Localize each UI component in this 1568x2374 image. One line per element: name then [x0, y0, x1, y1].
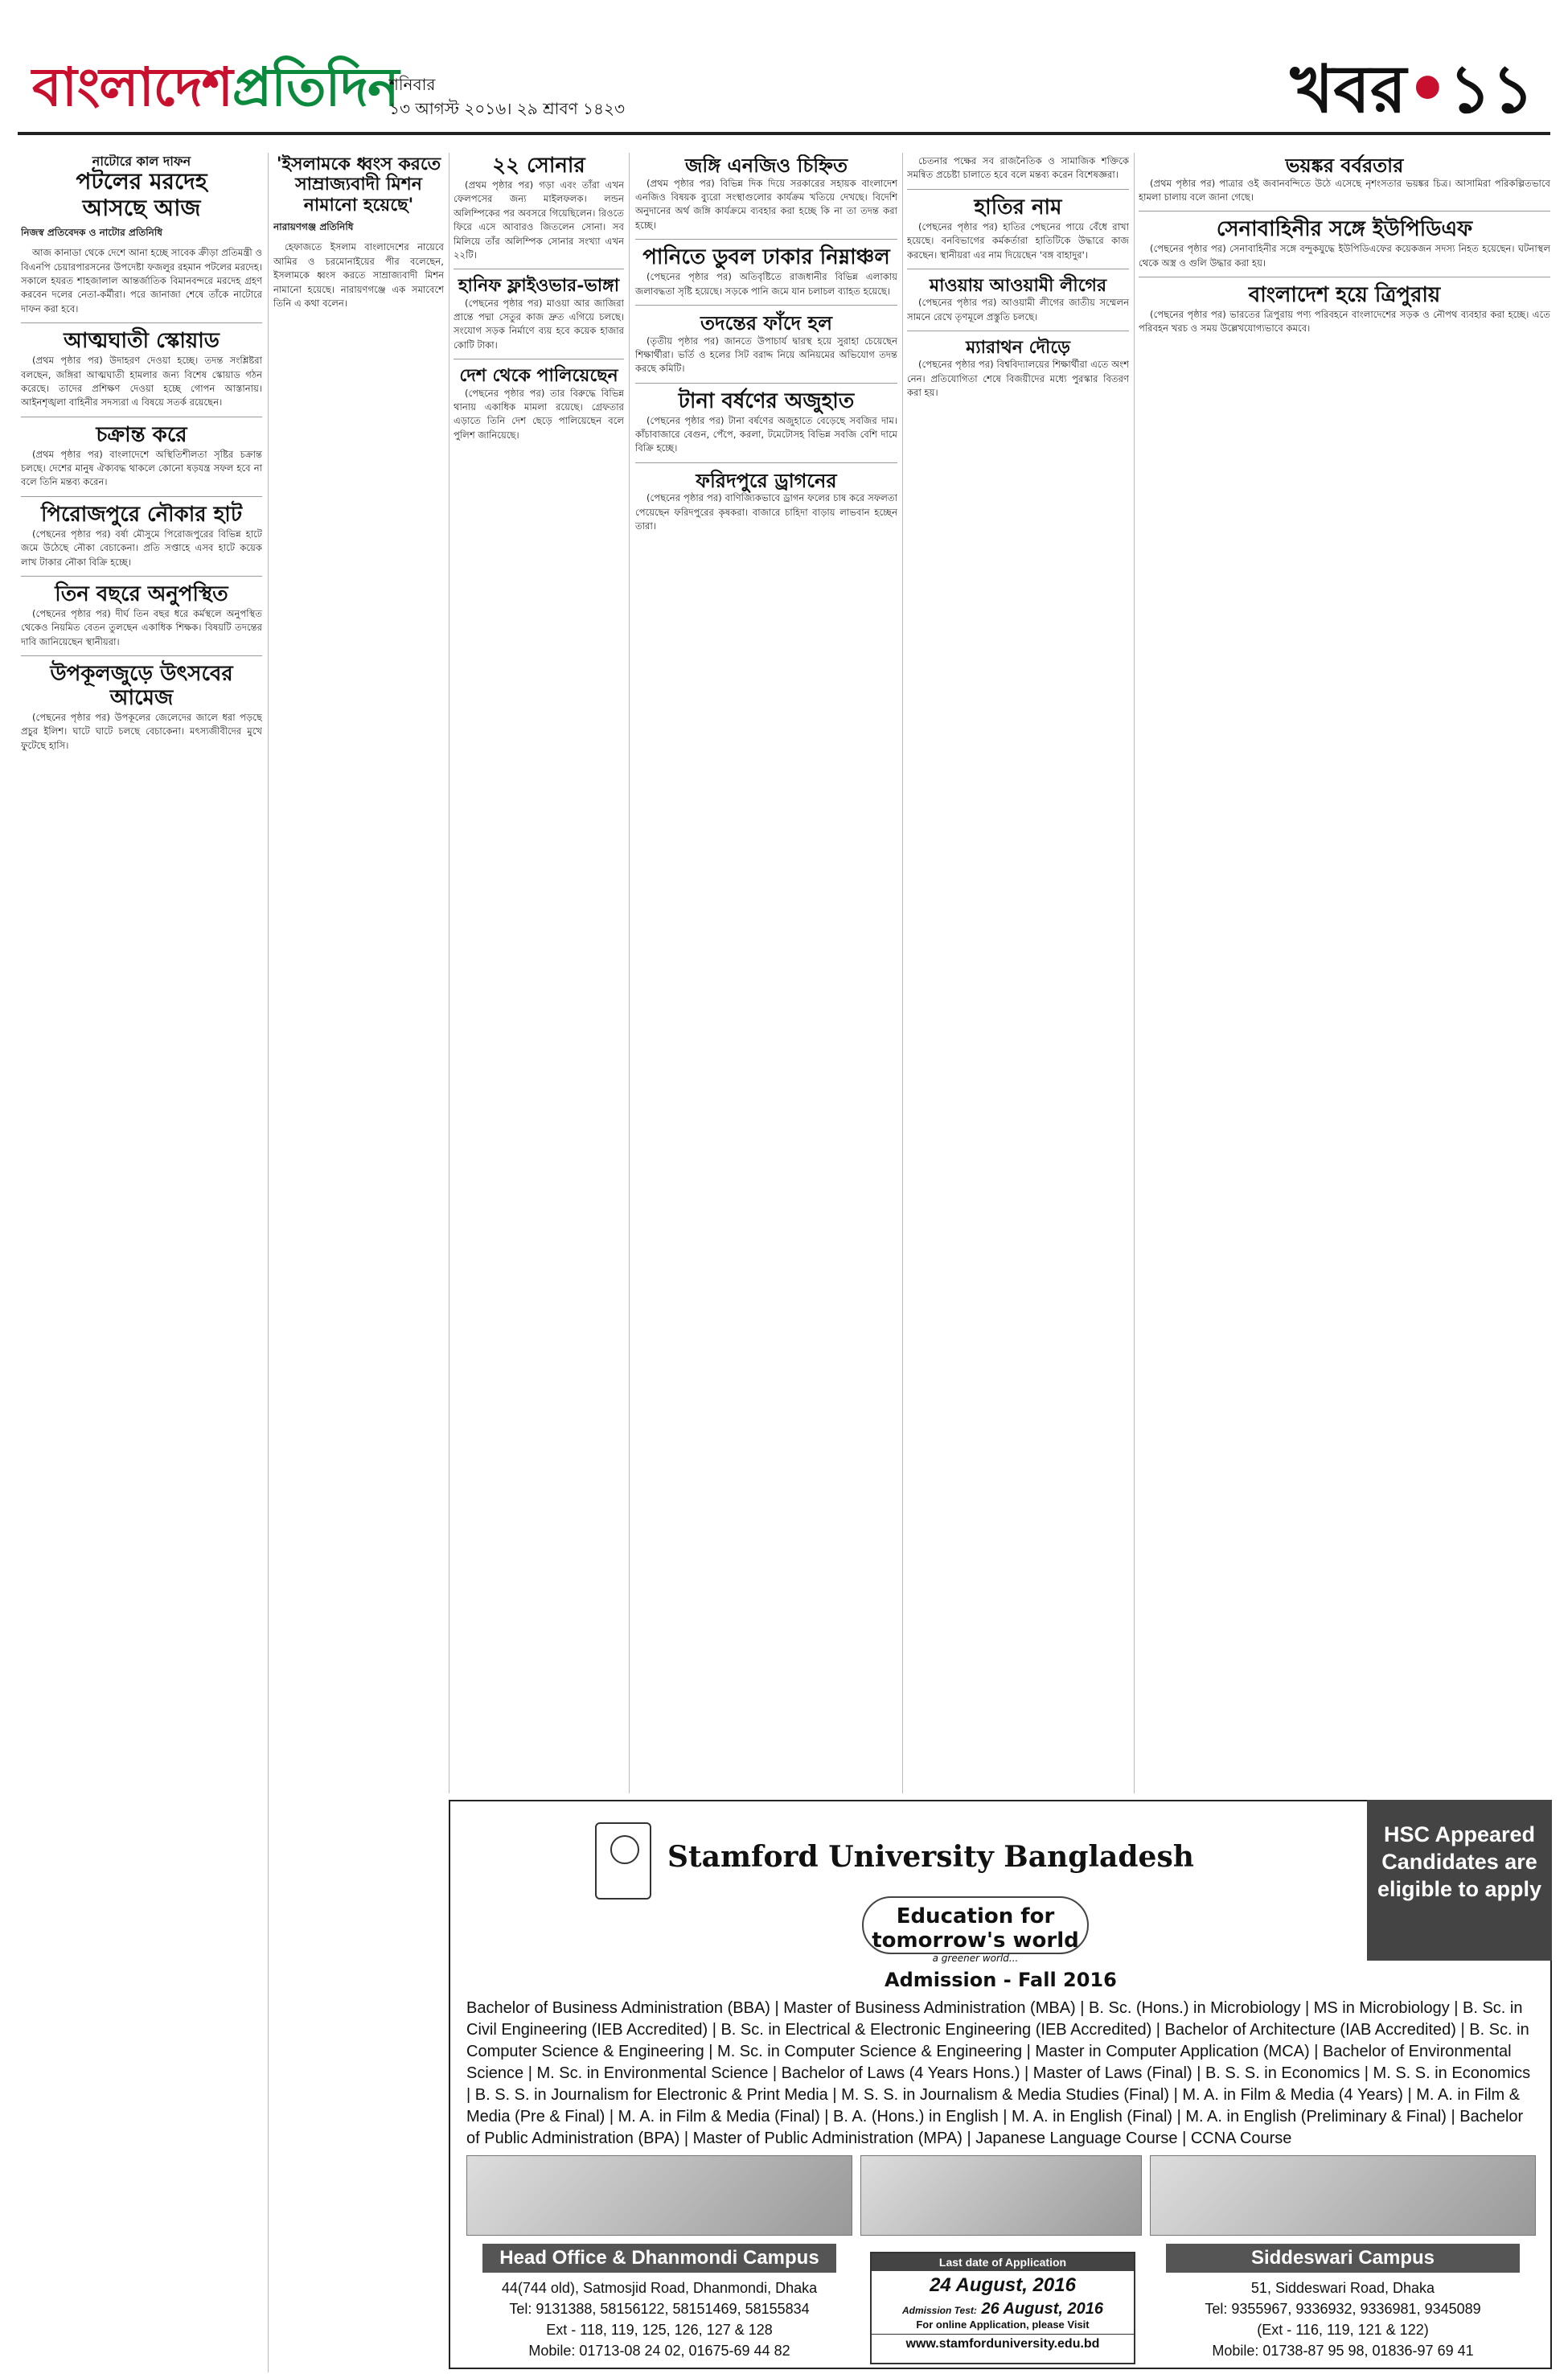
deadline-date: 24 August, 2016	[930, 2274, 1076, 2296]
article-body: (পেছনের পৃষ্ঠার পর) অতিবৃষ্টিতে রাজধানীর বিভিন্ন এলাকায় জলাবদ্ধতা সৃষ্টি হয়েছে। সড়কে পানি জমে যান চলাচল ব্যাহত হয়েছে।	[635, 271, 897, 297]
logo-part2: প্রতিদিন	[232, 56, 399, 118]
issue-date: ১৩ আগস্ট ২০১৬। ২৯ শ্রাবণ ১৪২৩	[389, 99, 626, 118]
seal-icon	[610, 1835, 639, 1864]
column-divider	[268, 153, 269, 2372]
headline[interactable]: সাম্রাজ্যবাদী মিশন	[295, 174, 422, 195]
stamford-advertisement[interactable]	[449, 1800, 1552, 2369]
divider	[635, 462, 897, 463]
address-line: 44(744 old), Satmosjid Road, Dhanmondi, Dhaka	[501, 2280, 818, 2296]
campus-address	[482, 2277, 836, 2361]
address-line: 51, Siddeswari Road, Dhaka	[1250, 2280, 1435, 2296]
phone-line: Tel: 9355967, 9336932, 9336981, 9345089	[1205, 2301, 1481, 2317]
article-body: (প্রথম পৃষ্ঠার পর) গড়া এবং তাঁরা এখন ফেলপসের জন্য মাইলফলক। লন্ডন অলিম্পিকের পর অবসরে গিয়েছিলেন। রিওতে ফিরে এসে আবারও জিতলেন সোনা। সব মিলিয়ে তাঁর অলিম্পিক সোনার সংখ্যা এখন ২২টি।	[454, 179, 624, 261]
divider	[1139, 211, 1550, 212]
article-body: (পেছনের পৃষ্ঠার পর) উপকূলের জেলেদের জালে ধরা পড়ছে প্রচুর ইলিশ। ঘাটে ঘাটে চলছে বেচাকেনা। মৎস্যজীবীদের মুখে ফুটেছে হাসি।	[21, 711, 262, 751]
headline[interactable]: বাংলাদেশ হয়ে ত্রিপুরায়	[1248, 283, 1441, 308]
article-body: (পেছনের পৃষ্ঠার পর) তার বিরুদ্ধে বিভিন্ন থানায় একাধিক মামলা রয়েছে। গ্রেফতার এড়াতে তিনি দেশ ছেড়ে পালিয়েছেন বলে পুলিশ জানিয়েছে।	[454, 387, 624, 441]
headline[interactable]: পিরোজপুরে নৌকার হাট	[40, 502, 243, 527]
kicker: নাটোরে কাল দাফন	[92, 154, 191, 169]
column-5	[907, 154, 1129, 1787]
column-2	[273, 154, 444, 717]
column-divider	[629, 153, 630, 1793]
headline[interactable]: ফরিদপুরে ড্রাগনের	[696, 468, 837, 492]
weekday: শনিবার	[389, 75, 436, 94]
mobile-line: Mobile: 01738-87 95 98, 01836-97 69 41	[1212, 2343, 1474, 2359]
column-divider	[902, 153, 903, 1793]
column-3	[454, 154, 624, 1787]
university-crest-icon	[595, 1822, 651, 1900]
byline: নিজস্ব প্রতিবেদক ও নাটোর প্রতিনিধি	[21, 226, 163, 238]
article-body: (প্রথম পৃষ্ঠার পর) বিভিন্ন দিক দিয়ে সরকারের সহায়ক বাংলাদেশ এনজিও বিষয়ক ব্যুরো সংস্থাগুলোর কার্যক্রম খতিয়ে দেখছে। বিদেশি অনুদানের অর্থ জঙ্গি কার্যক্রমে ব্যবহার করা হচ্ছে কি না তা তদন্ত করা হচ্ছে।	[635, 177, 897, 231]
article-body: হেফাজতে ইসলাম বাংলাদেশের নায়েবে আমির ও চরমোনাইয়ের পীর বলেছেন, ইসলামকে ধ্বংস করতে সাম্রাজ্যবাদী মিশন নামানো হয়েছে। নারায়ণগঞ্জে এক সমাবেশে তিনি এ কথা বলেন।	[273, 241, 444, 309]
headline[interactable]: ভয়ঙ্কর বর্বরতার	[1285, 154, 1404, 177]
article-body: (পেছনের পৃষ্ঠার পর) বাণিজ্যিকভাবে ড্রাগন ফলের চাষ করে সফলতা পেয়েছেন ফরিদপুরের কৃষকরা। বাজারে চাহিদা বাড়ায় লাভবান হচ্ছেন তারা।	[635, 492, 897, 532]
headline[interactable]: ২২ সোনার	[492, 154, 585, 178]
program-list: Bachelor of Business Administration (BBA) | Master of Business Administration (MBA) | B. Sc. (Hons.) in Microbiology | MS in Microbiology | B. Sc. in Civil Engineering (IEB Accredited) | B. Sc. in Electrical & Electronic Engineering (IEB Accredited) | Bachelor of Architecture (IAB Accredited) | B. Sc. in Computer Science & Engineering | M. Sc. in Computer Science & Engineering | Master in Computer Application (MCA) | Bachelor of Environmental Science | M. Sc. in Environmental Science | Bachelor of Laws (4 Years Hons.) | Master of Laws (Final) | B. S. S. in Economics | M. S. S. in Economics | B. S. S. in Journalism for Electronic & Print Media | M. S. S. in Journalism & Media Studies (Final) | M. A. in Film & Media (4 Years) | M. A. in Film & Media (Pre & Final) | M. A. in Film & Media (Final) | B. A. (Hons.) in English | M. A. in English (Final) | M. A. in English (Preliminary & Final) | Bachelor of Public Administration (BPA) | Master of Public Administration (MPA) | Japanese Language Course | CCNA Course	[466, 1999, 1531, 2147]
headline[interactable]: আসছে আজ	[82, 194, 201, 221]
deadline-label: Last date of Application	[872, 2253, 1134, 2271]
article-body: চেতনার পক্ষের সব রাজনৈতিক ও সামাজিক শক্তিকে সমন্বিত প্রচেষ্টা চালাতে হবে বলে মন্তব্য করেন বিশেষজ্ঞরা।	[907, 155, 1129, 181]
column-6	[1139, 154, 1550, 1787]
headline[interactable]: ম্যারাথন দৌড়ে	[966, 337, 1070, 359]
masthead	[18, 14, 1550, 135]
divider	[635, 383, 897, 384]
divider	[21, 322, 262, 323]
page-number: ১১	[1448, 51, 1534, 128]
byline: নারায়ণগঞ্জ প্রতিনিধি	[273, 220, 354, 232]
headline[interactable]: তদন্তের ফাঁদে হল	[700, 310, 832, 335]
headline[interactable]: তিন বছরে অনুপস্থিত	[55, 581, 228, 606]
date-box	[389, 72, 625, 121]
article-body: (পেছনের পৃষ্ঠার পর) বিশ্ববিদ্যালয়ের শিক্ষার্থীরা এতে অংশ নেন। প্রতিযোগিতা শেষে বিজয়ীদের মধ্যে পুরস্কার বিতরণ করা হয়।	[907, 359, 1129, 399]
divider	[635, 239, 897, 240]
newspaper-logo[interactable]	[32, 47, 398, 135]
headline[interactable]: আত্মঘাতী স্কোয়াড	[64, 329, 220, 354]
article-body: (পেছনের পৃষ্ঠার পর) টানা বর্ষণের অজুহাতে বেড়েছে সবজির দাম। কাঁচাবাজারে বেগুন, পেঁপে, করলা, টমেটোসহ বিভিন্ন সবজি বেশি দামে বিক্রি হচ্ছে।	[635, 414, 897, 454]
ext-line: Ext - 118, 119, 125, 126, 127 & 128	[546, 2322, 773, 2338]
article-body: (পেছনের পৃষ্ঠার পর) সেনাবাহিনীর সঙ্গে বন্দুকযুদ্ধে ইউপিডিএফের কয়েকজন সদস্য নিহত হয়েছেন। ঘটনাস্থল থেকে অস্ত্র ও গুলি উদ্ধার করা হয়।	[1139, 243, 1550, 269]
divider	[907, 189, 1129, 190]
headline[interactable]: জঙ্গি এনজিও চিহ্নিত	[684, 154, 848, 177]
deadline-box	[870, 2252, 1135, 2364]
headline[interactable]: উপকূলজুড়ে উৎসবের আমেজ	[50, 662, 233, 710]
campus-title: Head Office & Dhanmondi Campus	[482, 2244, 836, 2273]
headline[interactable]: চক্রান্ত করে	[96, 422, 187, 447]
university-name: Stamford University Bangladesh	[667, 1840, 1194, 1874]
divider	[21, 655, 262, 656]
column-1	[21, 154, 262, 2366]
article-body: (পেছনের পৃষ্ঠার পর) আওয়ামী লীগের জাতীয় সম্মেলন সামনে রেখে তৃণমূলে প্রস্তুতি চলছে।	[907, 297, 1129, 322]
article-body: (প্রথম পৃষ্ঠার পর) বাংলাদেশে অস্থিতিশীলতা সৃষ্টির চক্রান্ত চলছে। দেশের মানুষ ঐক্যবদ্ধ থাকলে কোনো ষড়যন্ত্র সফল হবে না বলে তিনি মন্তব্য করেন।	[21, 448, 262, 488]
article-body: (পেছনের পৃষ্ঠার পর) মাওয়া আর জাজিরা প্রান্তে পদ্মা সেতুর কাজ দ্রুত এগিয়ে চলছে। সংযোগ সড়ক নির্মাণে ব্যয় হবে কয়েক হাজার কোটি টাকা।	[454, 297, 624, 351]
headline[interactable]: টানা বর্ষণের অজুহাত	[678, 388, 855, 413]
campus-photo	[860, 2155, 1142, 2236]
test-date-line	[872, 2300, 1134, 2319]
article-body: আজ কানাডা থেকে দেশে আনা হচ্ছে সাবেক ক্রীড়া প্রতিমন্ত্রী ও বিএনপি চেয়ারপারসনের উপদেষ্টা ফজলুর রহমান পটলের মরদেহ। সকালে হযরত শাহজালাল আন্তর্জাতিক বিমানবন্দরে মরদেহ গ্রহণ করবেন দলের নেতা-কর্মীরা। পরে জানাজা শেষে তাঁকে নাটোরে দাফন করা হবে।	[21, 247, 262, 314]
article-body: (প্রথম পৃষ্ঠার পর) পাত্রার ওই জবানবন্দিতে উঠে এসেছে নৃশংসতার ভয়ঙ্কর চিত্র। আসামিরা পরিকল্পিতভাবে হামলা চালায় বলে জানা গেছে।	[1139, 177, 1550, 203]
logo-part1: বাংলাদেশ	[32, 56, 232, 118]
article-body: (পেছনের পৃষ্ঠার পর) হাতির পেছনের পায়ে বেঁধে রাখা হয়েছে। বনবিভাগের কর্মকর্তারা হাতিটিকে উদ্ধারে কাজ করছেন। স্থানীয়রা এর নাম দিয়েছেন 'বঙ্গ বাহাদুর'।	[907, 220, 1129, 261]
headline[interactable]: 'ইসলামকে ধ্বংস করতে	[276, 154, 441, 175]
column-4	[635, 154, 897, 1787]
online-label: For online Application, please Visit	[916, 2319, 1090, 2331]
campus-photo	[1150, 2155, 1536, 2236]
headline[interactable]: দেশ থেকে পালিয়েছেন	[459, 365, 618, 387]
mobile-line: Mobile: 01713-08 24 02, 01675-69 44 82	[528, 2343, 790, 2359]
column-divider	[1134, 153, 1135, 1793]
slogan-box	[862, 1896, 1089, 1964]
headline[interactable]: পটলের মরদেহ	[76, 168, 207, 195]
website-link[interactable]: www.stamforduniversity.edu.bd	[872, 2334, 1134, 2351]
divider	[21, 576, 262, 577]
section-title	[1291, 39, 1534, 149]
article-body: (পেছনের পৃষ্ঠার পর) বর্ষা মৌসুমে পিরোজপুরের বিভিন্ন হাটে জমে উঠেছে নৌকা বেচাকেনা। প্রতি সপ্তাহে এসব হাটে কয়েক লাখ টাকার নৌকা বিক্রি হচ্ছে।	[21, 528, 262, 568]
test-date: 26 August, 2016	[981, 2300, 1103, 2318]
ext-line: (Ext - 116, 119, 121 & 122)	[1257, 2322, 1429, 2338]
headline[interactable]: হাতির নাম	[974, 195, 1062, 220]
article-body: (পেছনের পৃষ্ঠার পর) দীর্ঘ তিন বছর ধরে কর্মস্থলে অনুপস্থিত থেকেও নিয়মিত বেতন তুলছেন একাধিক শিক্ষক। বিষয়টি তদন্তের দাবি জানিয়েছেন স্থানীয়রা।	[21, 607, 262, 647]
campus-photo	[466, 2155, 852, 2236]
section-name: খবর	[1290, 51, 1407, 128]
admission-title: Admission - Fall 2016	[885, 1969, 1117, 1991]
headline[interactable]: পানিতে ডুবল ঢাকার নিম্নাঞ্চল	[642, 245, 890, 270]
eligibility-badge: HSC Appeared Candidates are eligible to apply	[1367, 1800, 1552, 1961]
article-body: (তৃতীয় পৃষ্ঠার পর) জানতে উপাচার্য দ্বারস্থ হয়ে সুরাহা চেয়েছেন শিক্ষার্থীরা। ভর্তি ও হলের সিট বরাদ্দ নিয়ে অনিয়মের অভিযোগ তদন্ত করছে কমিটি।	[635, 335, 897, 375]
headline[interactable]: হানিফ ফ্লাইওভার-ভাঙ্গা	[458, 275, 620, 297]
campus-address	[1166, 2277, 1520, 2361]
headline[interactable]: সেনাবাহিনীর সঙ্গে ইউপিডিএফ	[1216, 217, 1473, 242]
campus-title: Siddeswari Campus	[1166, 2244, 1520, 2273]
article-body: (প্রথম পৃষ্ঠার পর) উদাহরণ দেওয়া হচ্ছে। তদন্ত সংশ্লিষ্টরা বলছেন, জঙ্গিরা আত্মঘাতী হামলার জন্য বিশেষ স্কোয়াড গঠন করেছে। তাদের প্রশিক্ষণ দেওয়া হচ্ছে গোপন আস্তানায়। আইনশৃঙ্খলা বাহিনীর সদস্যরা এ বিষয়ে সতর্ক রয়েছেন।	[21, 355, 262, 409]
divider	[21, 496, 262, 497]
article-body: (পেছনের পৃষ্ঠার পর) ভারতের ত্রিপুরায় পণ্য পরিবহনে বাংলাদেশের সড়ক ও নৌপথ ব্যবহার করা হচ্ছে। এতে পরিবহন খরচ ও সময় উল্লেখযোগ্যভাবে কমবে।	[1139, 309, 1550, 335]
headline[interactable]: মাওয়ায় আওয়ামী লীগের	[929, 274, 1107, 296]
slogan-sub: a greener world...	[932, 1953, 1019, 1964]
slogan: Education for tomorrow's world	[872, 1904, 1079, 1953]
bullet-icon: •	[1406, 51, 1449, 128]
divider	[635, 305, 897, 306]
headline[interactable]: নামানো হয়েছে'	[303, 194, 414, 216]
test-label: Admission Test:	[901, 2305, 977, 2316]
phone-line: Tel: 9131388, 58156122, 58151469, 58155834	[509, 2301, 810, 2317]
